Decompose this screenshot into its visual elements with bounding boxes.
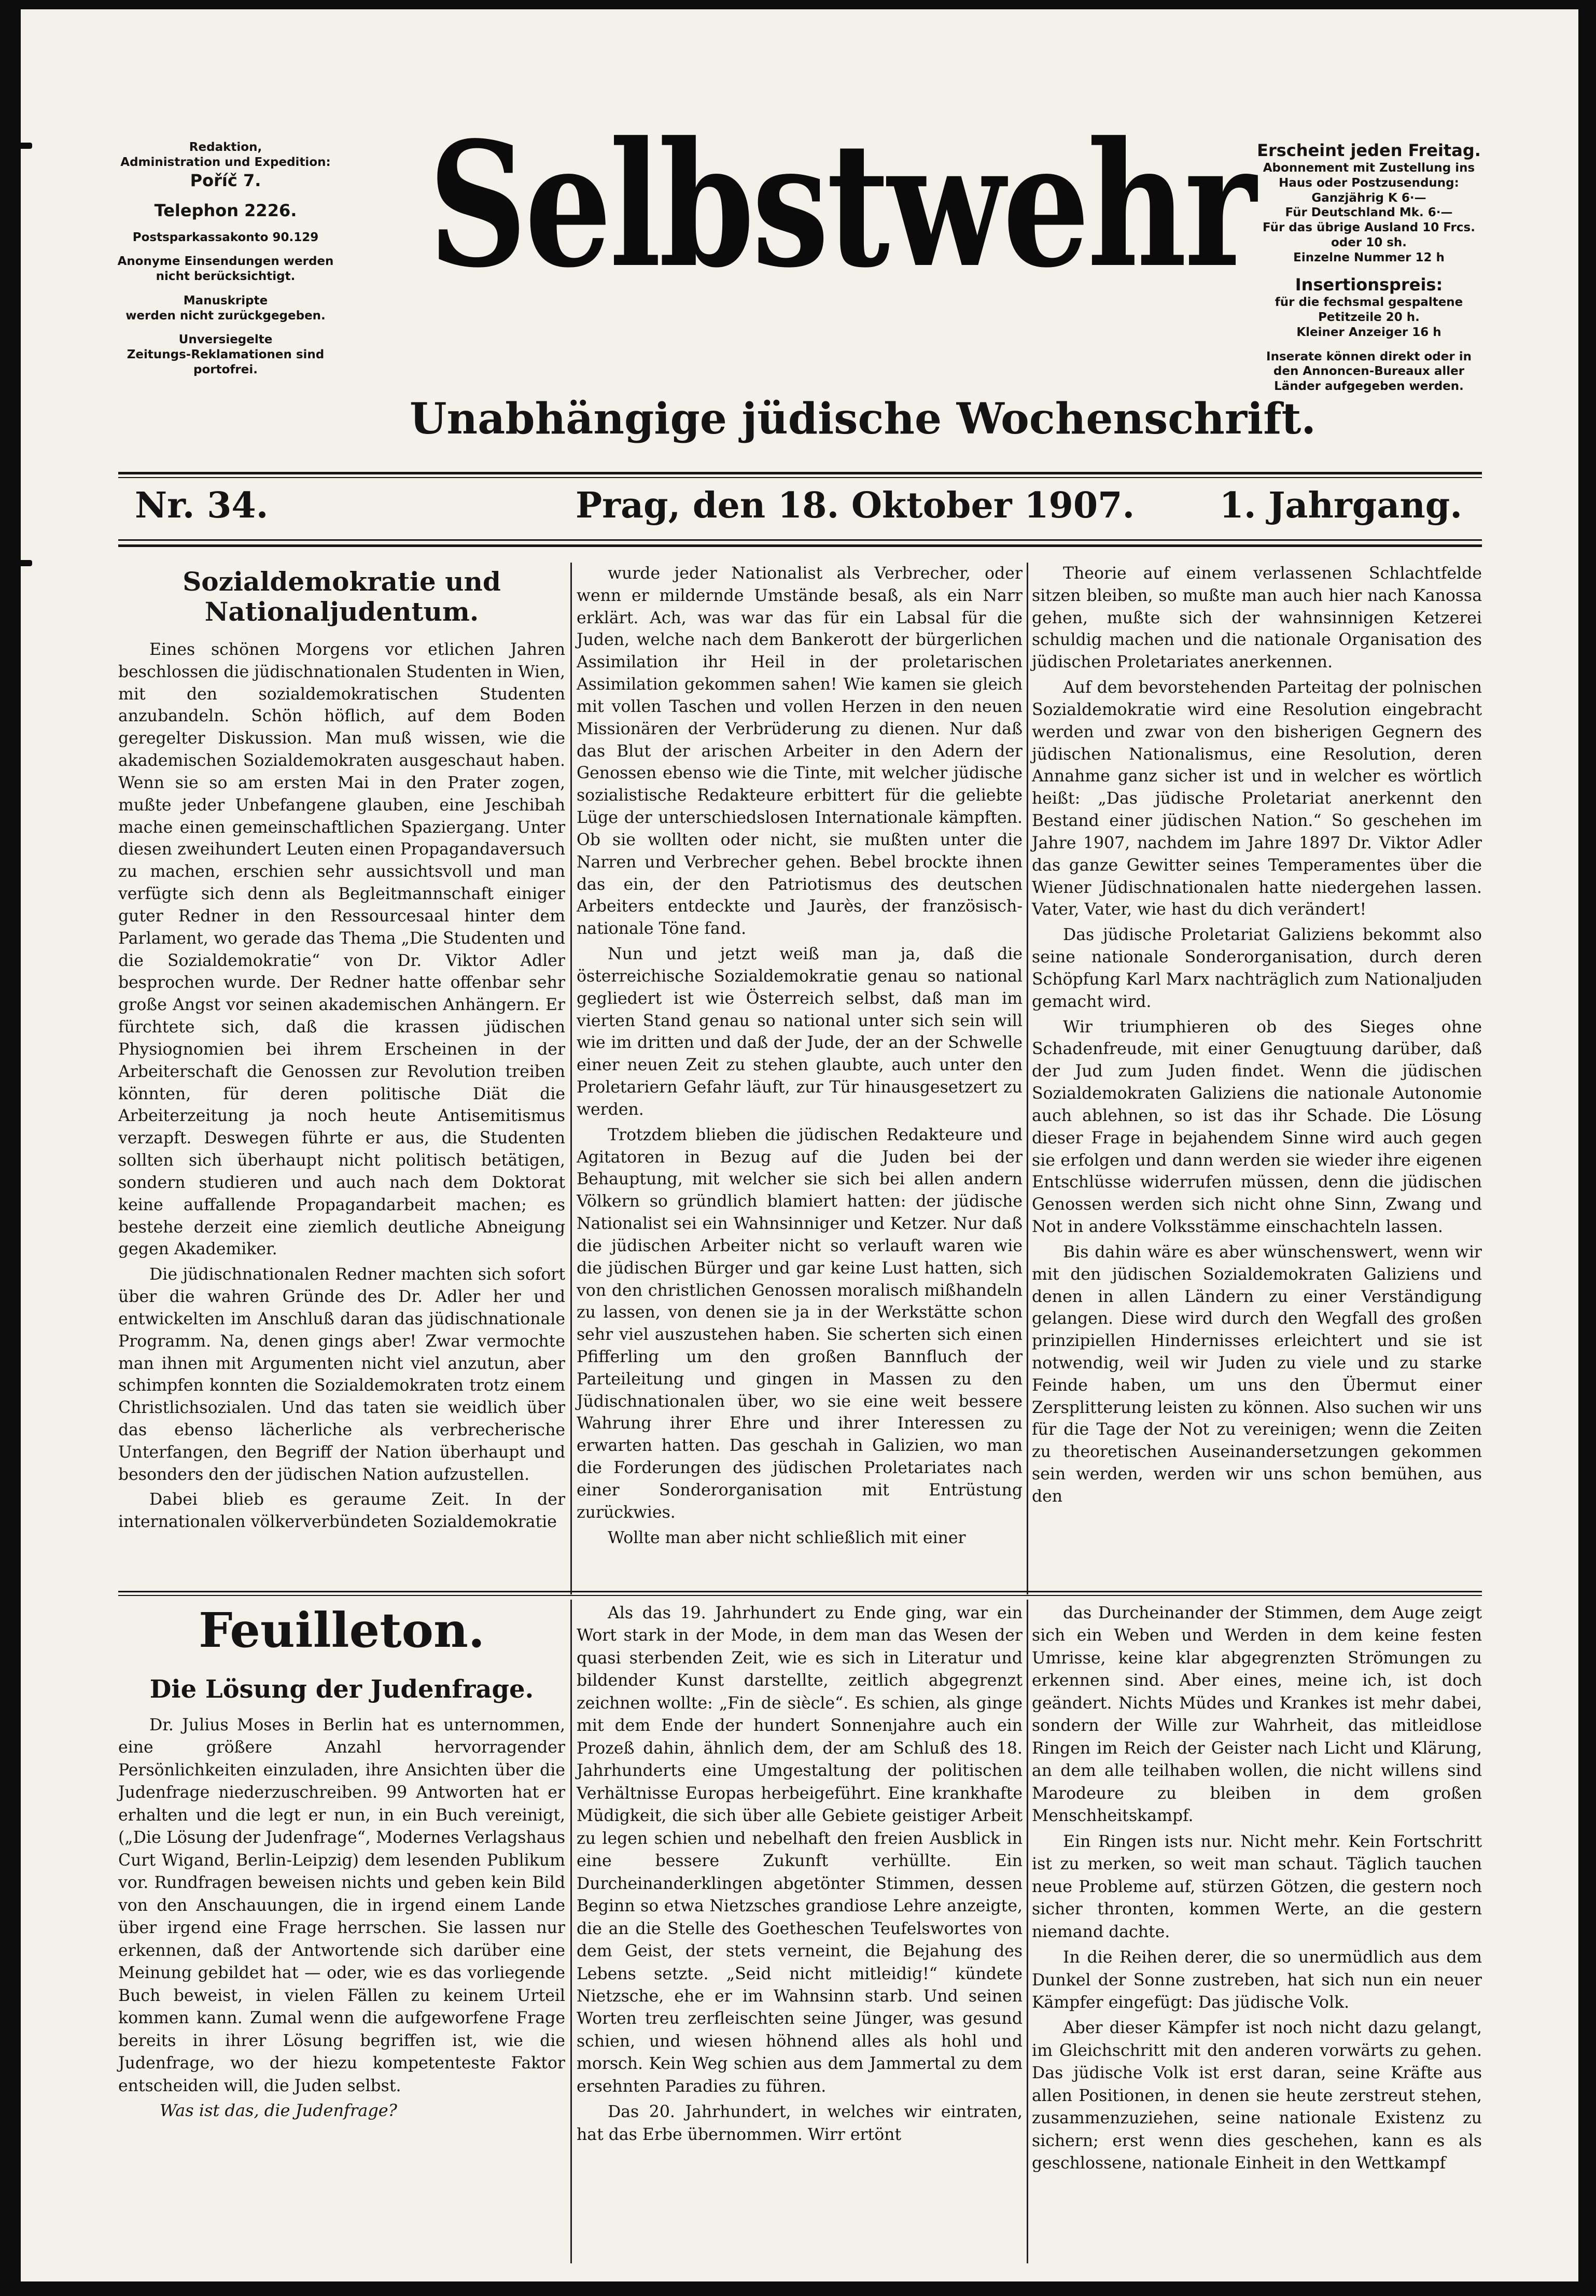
paragraph: Aber dieser Kämpfer ist noch nicht dazu gelangt, im Gleichschritt mit den anderen vorwärts zu gehen. Das jüdische Volk ist erst daran, seine Kräfte aus allen Positionen, in denen sie heute zerstreut stehen, zusammenzuziehen, seine nationale Existenz zu sichern; erst wenn dies geschehen, kann es als geschlossene, nationale Einheit in den Wettkampf	[1032, 2019, 1482, 2173]
info-line: Haus oder Postzusendung:	[1279, 176, 1459, 190]
dateline-rule-thick	[118, 544, 1482, 547]
volume-year: 1. Jahrgang.	[1219, 485, 1462, 526]
feuilleton-rule	[118, 1591, 1482, 1592]
paragraph: Nun und jetzt weiß man ja, daß die österreichische Sozialdemokratie genau so national gegliedert ist wie Österreich selbst, daß man im vierten Stand genau so national unter sich sein will wie im dritten und daß der Jude, der an der Schwelle einer neuen Zeit zu stehen glaubte, auch unter den Proletariern Gefahr läuft, zur Tür hinausgesetzert zu werden.	[577, 945, 1023, 1119]
info-line: Zeitungs-Reklamationen sind	[127, 348, 325, 361]
info-line: portofrei.	[193, 362, 258, 376]
info-line: Für das übrige Ausland 10 Frcs.	[1263, 221, 1475, 234]
info-line: Ganzjährig K 6·—	[1311, 191, 1426, 205]
scan-border-top	[0, 0, 1596, 9]
info-line: Anonyme Einsendungen werden	[117, 255, 334, 269]
paragraph: Das jüdische Proletariat Galiziens bekommt also seine nationale Sonderorganisation, durch deren Schöpfung Karl Marx nachträglich zum Nationaljuden gemacht wird.	[1032, 926, 1482, 1011]
paragraph: Trotzdem blieben die jüdischen Redakteure und Agitatoren in Bezug auf die Juden bei der Behauptung, mit welcher sie sich bei allen andern Völkern so gründlich blamiert hatten: der jüdische Nationalist sei ein Wahnsinniger und Ketzer. Nur daß die jüdischen Arbeiter nicht so verlauft waren wie die jüdischen Bürger und gar keine Lust hatten, sich von den christlichen Genossen moralisch mißhandeln zu lassen, von denen sie ja in der Werkstätte schon sehr viel auszustehen haben. Sie scherten sich einen Pfifferling um den großen Bannfluch der Parteileitung und gingen in Massen zu den Jüdischnationalen über, wo sie eine weit bessere Wahrung ihrer Ehre und ihrer Interessen zu erwarten hatten. Das geschah in Galizien, wo man die Forderungen des jüdischen Proletariates nach einer Sonderorganisation mit Entrüstung zurückwies.	[577, 1125, 1023, 1522]
feuilleton-subtitle: Die Lösung der Judenfrage.	[149, 1675, 534, 1704]
column-divider	[1027, 1600, 1028, 2263]
info-line: Redaktion,	[189, 141, 262, 154]
issue-date: Prag, den 18. Oktober 1907.	[576, 485, 1135, 526]
info-line: oder 10 sh.	[1331, 235, 1407, 249]
info-line: Einzelne Nummer 12 h	[1293, 250, 1445, 264]
issue-number: Nr. 34.	[135, 485, 269, 526]
info-line: Abonnement mit Zustellung ins	[1263, 161, 1475, 175]
subscription-info-box	[1244, 140, 1493, 394]
info-line: Für Deutschland Mk. 6·—	[1285, 206, 1453, 220]
info-line: für die fechsmal gespaltene	[1275, 296, 1463, 310]
info-line: nicht berücksichtigt.	[156, 270, 296, 283]
feuilleton-rule-thin	[118, 1595, 1482, 1596]
paragraph: Wollte man aber nicht schließlich mit einer	[608, 1528, 966, 1547]
paragraph: Auf dem bevorstehenden Parteitag der polnischen Sozialdemokratie wird eine Resolution eingebracht werden und zwar von den bisherigen Gegnern des jüdischen Nationalismus, eine Resolution, deren Annahme ganz sicher ist und in welcher es wörtlich heißt: „Das jüdische Proletariat anerkennt den Bestand einer jüdischen Nation.“ So geschehen im Jahre 1907, nachdem im Jahre 1897 Dr. Viktor Adler das ganze Gewitter seines Temperamentes über die Wiener Jüdischnationalen hatte niedergehen lassen. Vater, Vater, wie hast du dich verändert!	[1032, 678, 1482, 919]
feuilleton-column-1	[118, 1675, 565, 2120]
paragraph: Als das 19. Jahrhundert zu Ende ging, war ein Wort stark in der Mode, in dem man das Wesen der quasi sterbenden Zeit, wie es sich in Literatur und bildender Kunst darstellte, zeitlich abgegrenzt zeichnen wollte: „Fin de siècle“. Es schien, als ginge mit dem Ende der hundert Sonnenjahre auch ein Prozeß dahin, ähnlich dem, der am Schluß des 18. Jahrhunderts eine Umgestaltung der politischen Verhältnisse Europas herbeigeführt. Eine krankhafte Müdigkeit, die sich über alle Gebiete geistiger Arbeit zu legen schien und nebelhaft den freien Ausblick in eine bessere Zukunft verhüllte. Ein Durcheinanderklingen abgetönter Stimmen, dessen Beginn so etwa Nietzsches grandiose Lehre anzeigte, die an die Stelle des Goetheschen Teufelswortes von dem Geist, der stets verneint, die Bejahung des Lebens setzte. „Seid nicht mitleidig!“ kündete Nietzsche, ehe er im Wahnsinn starb. Und seinen Worten treu zerfleischten seine Jünger, was gesund schien, und wiesen höhnend alles als hohl und morsch. Kein Weg schien aus dem Jammertal zu dem ersehnten Paradies zu führen.	[577, 1604, 1023, 2096]
footline: Was ist das, die Judenfrage?	[160, 2100, 397, 2120]
column-divider	[570, 563, 572, 1594]
info-line: Postsparkassakonto 90.129	[132, 230, 319, 244]
scan-border-bottom	[0, 2281, 1596, 2296]
info-line: Unversiegelte	[178, 333, 273, 347]
binding-mark	[15, 560, 32, 566]
info-line: Telephon 2226.	[154, 200, 297, 220]
info-line: werden nicht zurückgegeben.	[125, 309, 326, 323]
info-line: Poříč 7.	[190, 170, 261, 190]
info-line: Länder aufgegeben werden.	[1274, 380, 1464, 393]
dateline	[119, 485, 1478, 526]
paragraph: wurde jeder Nationalist als Verbrecher, oder wenn er mildernde Umstände besaß, als ein Narr erklärt. Ach, was war das für ein Labsal für die Juden, welche nach dem Bankerott der bürgerlichen Assimilation ihr Heil in der proletarischen Assimilation gekommen sahen! Wie kamen sie gleich mit vollen Taschen und vollen Herzen in den neuen Missionären der Verbrüderung zu dienen. Nur daß das Blut der arischen Arbeiter in den Adern der Genossen ebenso wie die Tinte, mit welcher jüdische sozialistische Redakteure erbittert für die geliebte Lüge der unterschiedslosen Internationale kämpften. Ob sie wollten oder nicht, sie mußten unter die Narren und Verbrecher gehen. Bebel brockte ihnen das ein, der den Patriotismus des deutschen Arbeiters entdeckte und Jaurès, der französisch-nationale Töne fand.	[577, 564, 1023, 939]
paragraph: Ein Ringen ists nur. Nicht mehr. Kein Fortschritt ist zu merken, so weit man schaut. Täglich tauchen neue Probleme auf, stürzen Götzen, die gestern noch sicher thronten, kommen Werte, an die gestern niemand dachte.	[1032, 1832, 1482, 1941]
feuilleton-heading: Feuilleton.	[199, 1602, 485, 1658]
column-divider	[570, 1600, 572, 2263]
info-line: Petitzeile 20 h.	[1318, 311, 1420, 324]
paragraph: Dabei blieb es geraume Zeit. In der internationalen völkerverbündeten Sozialdemokratie	[118, 1490, 565, 1532]
masthead-subtitle: Unabhängige jüdische Wochenschrift.	[410, 394, 1316, 444]
feuilleton-column-2	[577, 1602, 1023, 2149]
article-column-2	[577, 563, 1023, 1552]
paragraph: Dr. Julius Moses in Berlin hat es unternommen, eine größere Anzahl hervorragender Persönlichkeiten einzuladen, ihre Ansichten über die Judenfrage niederzuschreiben. 99 Antworten hat er erhalten und die legt er nun, in ein Buch vereinigt, („Die Lösung der Judenfrage“, Modernes Verlagshaus Curt Wigand, Berlin-Leipzig) dem lesenden Publikum vor. Rundfragen beweisen nichts und geben kein Bild von den Anschauungen, die in irgend einem Lande über irgend eine Frage herrschen. Sie lassen nur erkennen, daß der Antwortende sich darüber eine Meinung gebildet hat — oder, wie es das vorliegende Buch beweist, in vielen Fällen zu keinem Urteil kommen kann. Zumal wenn die aufgeworfene Frage bereits in ihrer Lösung begriffen ist, wie die Judenfrage, wo der hiezu kompetenteste Faktor entscheiden will, die Juden selbst.	[118, 1716, 565, 2095]
scan-border-right	[1578, 0, 1596, 2296]
info-line: Insertionspreis:	[1295, 275, 1443, 295]
masthead-rule-top-thin	[118, 477, 1482, 478]
article-column-3	[1032, 563, 1482, 1511]
column-divider	[1027, 563, 1028, 1594]
feuilleton-column-3	[1032, 1602, 1482, 2178]
paragraph: Bis dahin wäre es aber wünschenswert, wenn wir mit den jüdischen Sozialdemokraten Galiziens und denen in allen Ländern zu einer Verständigung gelangen. Diese wird durch den Wegfall des großen prinzipiellen Hindernisses erleichtert und sie ist notwendig, weil wir Juden zu viele und zu starke Feinde haben, um uns den Übermut einer Zersplitterung leisten zu können. Also suchen wir uns für die Tage der Not zu vereinigen; wenn die Zeiten zu theoretischen Auseinandersetzungen gekommen sein werden, werden wir uns schon bemühen, aus den	[1032, 1242, 1482, 1506]
paragraph: Wir triumphieren ob des Sieges ohne Schadenfreude, mit einer Genugtuung darüber, daß der Jud zum Juden findet. Wenn die jüdischen Sozialdemokraten Galiziens die nationale Autonomie auch ablehnen, so ist das ihr Schade. Die Lösung dieser Frage in bejahendem Sinne wird auch gegen sie erfolgen und dann werden sie wieder ihre eigenen Entschlüsse widerrufen müssen, denn die jüdischen Genossen werden sich nicht ohne Sinn, Zwang und Not in andere Volksstämme einschachteln lassen.	[1032, 1017, 1482, 1237]
paragraph: das Durcheinander der Stimmen, dem Auge zeigt sich ein Weben und Werden in dem keine festen Umrisse, keine klar abgegrenzten Strömungen zu erkennen sind. Aber eines, meine ich, ist doch geändert. Nichts Müdes und Krankes ist mehr dabei, sondern der Wille zur Wahrheit, das mitleidlose Ringen im Reich der Geister nach Licht und Klärung, an dem alle teilhaben wollen, die nicht willens sind Marodeure zu bleiben in dem großen Menschheitskampf.	[1032, 1604, 1482, 1826]
dateline-rule	[118, 539, 1482, 541]
info-line: Inserate können direkt oder in	[1266, 349, 1472, 363]
scan-border-left	[0, 0, 21, 2296]
paragraph: Die jüdischnationalen Redner machten sich sofort über die wahren Gründe des Dr. Adler her und entwickelten im Anschluß daran das jüdischnationale Programm. Na, denen gings aber! Zwar vermochte man ihnen mit Argumenten nicht viel anzutun, aber schimpfen konnten die Sozialdemokraten trotz einem Christlichsozialen. Und das taten sie weidlich über das ebenso lächerliche als verbrecherische Unterfangen, den Begriff der Nation überhaupt und besonders den der jüdischen Nation aufzustellen.	[118, 1265, 565, 1484]
info-line: Manuskripte	[183, 293, 268, 307]
info-line: Kleiner Anzeiger 16 h	[1296, 325, 1441, 339]
paragraph: Das 20. Jahrhundert, in welches wir eintraten, hat das Erbe übernommen. Wirr ertönt	[577, 2103, 1023, 2144]
editorial-info-box	[104, 140, 347, 377]
paragraph: Eines schönen Morgens vor etlichen Jahren beschlossen die jüdischnationalen Studenten in Wien, mit den sozialdemokratischen Studenten anzubandeln. Schön höflich, auf dem Boden geregelter Diskussion. Man muß wissen, wie die akademischen Sozialdemokraten ausgeschaut haben. Wenn sie so am ersten Mai in den Prater zogen, mußte jeder Unbefangene glauben, eine Jeschibah mache einen gemeinschaftlichen Spaziergang. Unter diesen zweihundert Leuten einen Propagandaversuch zu machen, erschien sehr aussichtsvoll und man verfügte sich denn als Begleitmannschaft einiger guter Redner in den Ressourcesaal hinter dem Parlament, wo gerade das Thema „Die Studenten und die Sozialdemokratie“ von Dr. Viktor Adler besprochen wurde. Der Redner hatte offenbar sehr große Angst vor seinen akademischen Anhängern. Er fürchtete sich, daß die krassen jüdischen Physiognomien bei ihrem Erscheinen in der Arbeiterschaft die Genossen zur Revolution treiben könnten, für deren politische Diät die Arbeiterzeitung ja noch heute Antisemitismus verzapft. Deswegen führte er aus, die Studenten sollten sich überhaupt nicht politisch betätigen, sondern studieren und auch nach dem Doktorat keine auffallende Propagandarbeit machen; es bestehe derzeit eine ziemlich deutliche Abneigung gegen Akademiker.	[118, 640, 565, 1259]
info-line: den Annoncen-Bureaux aller	[1273, 365, 1465, 379]
paragraph: Theorie auf einem verlassenen Schlachtfelde sitzen bleiben, so mußte man auch hier nach Kanossa gehen, mußte sich der wahnsinnigen Ketzerei schuldig machen und die nationale Organisation des jüdischen Proletariates anerkennen.	[1032, 564, 1482, 672]
info-line: Administration und Expedition:	[120, 155, 331, 169]
masthead-rule-top	[118, 472, 1482, 474]
info-line: Erscheint jeden Freitag.	[1257, 141, 1481, 160]
article-title: Sozialdemokratie und Nationaljudentum.	[183, 566, 501, 627]
paragraph: In die Reihen derer, die so unermüdlich aus dem Dunkel der Sonne zustreben, hat sich nun ein neuer Kämpfer eingefügt: Das jüdische Volk.	[1032, 1948, 1482, 2012]
binding-mark	[15, 143, 32, 149]
masthead-title: Selbstwehr	[428, 104, 1254, 305]
article-column-1	[118, 563, 565, 1536]
